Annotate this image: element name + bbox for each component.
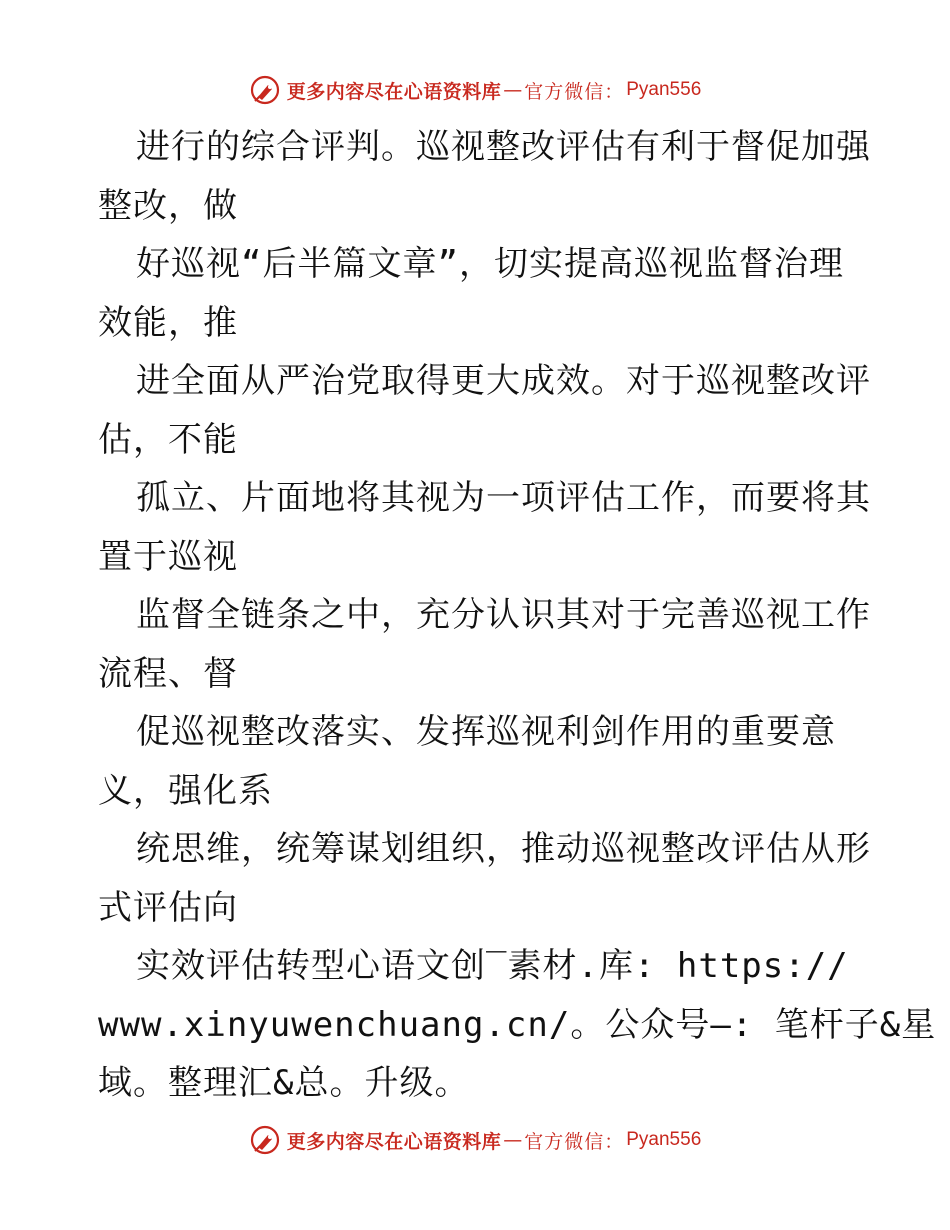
document-body bbox=[98, 118, 937, 1113]
body-line: 进行的综合评判。巡视整改评估有利于督促加强 bbox=[136, 127, 871, 167]
banner-wechat-id: Pyan556 bbox=[626, 79, 702, 100]
body-line: 效能，推 bbox=[98, 302, 238, 343]
banner-separator: — bbox=[503, 1129, 523, 1151]
body-line: 式评估向 bbox=[98, 887, 238, 928]
pen-nib-logo-icon bbox=[249, 1124, 281, 1156]
body-line: 估，不能 bbox=[98, 419, 238, 460]
banner-official-label: 官方微信： bbox=[524, 1130, 625, 1153]
body-line: 统思维，统筹谋划组织，推动巡视整改评估从形 bbox=[136, 829, 871, 869]
banner-wechat-id: Pyan556 bbox=[626, 1129, 702, 1150]
body-line: 置于巡视 bbox=[98, 536, 238, 577]
banner-official-label: 官方微信： bbox=[524, 80, 625, 103]
banner-separator: — bbox=[503, 79, 523, 101]
body-line: 域。整理汇&总。升级。 bbox=[98, 1063, 470, 1103]
pen-nib-logo-icon bbox=[249, 74, 281, 106]
banner-brand-text: 更多内容尽在心语资料库 bbox=[286, 80, 502, 103]
body-line: 实效评估转型心语文创‾素材.库: https:// bbox=[136, 946, 849, 986]
body-line: 进全面从严治党取得更大成效。对于巡视整改评 bbox=[136, 361, 871, 401]
body-line: www.xinyuwenchuang.cn/。公众号—: 笔杆子&星 bbox=[98, 1004, 937, 1045]
body-line: 流程、督 bbox=[98, 653, 238, 694]
footer-banner bbox=[0, 1122, 950, 1158]
body-line: 义，强化系 bbox=[98, 770, 273, 811]
banner-brand-text: 更多内容尽在心语资料库 bbox=[286, 1130, 502, 1153]
header-banner bbox=[0, 72, 950, 108]
body-line: 孤立、片面地将其视为一项评估工作，而要将其 bbox=[136, 478, 871, 518]
body-line: 整改，做 bbox=[98, 185, 238, 226]
body-line: 促巡视整改落实、发挥巡视利剑作用的重要意 bbox=[136, 712, 836, 752]
body-line: 好巡视“后半篇文章”，切实提高巡视监督治理 bbox=[136, 244, 844, 284]
body-line: 监督全链条之中，充分认识其对于完善巡视工作 bbox=[136, 595, 871, 635]
